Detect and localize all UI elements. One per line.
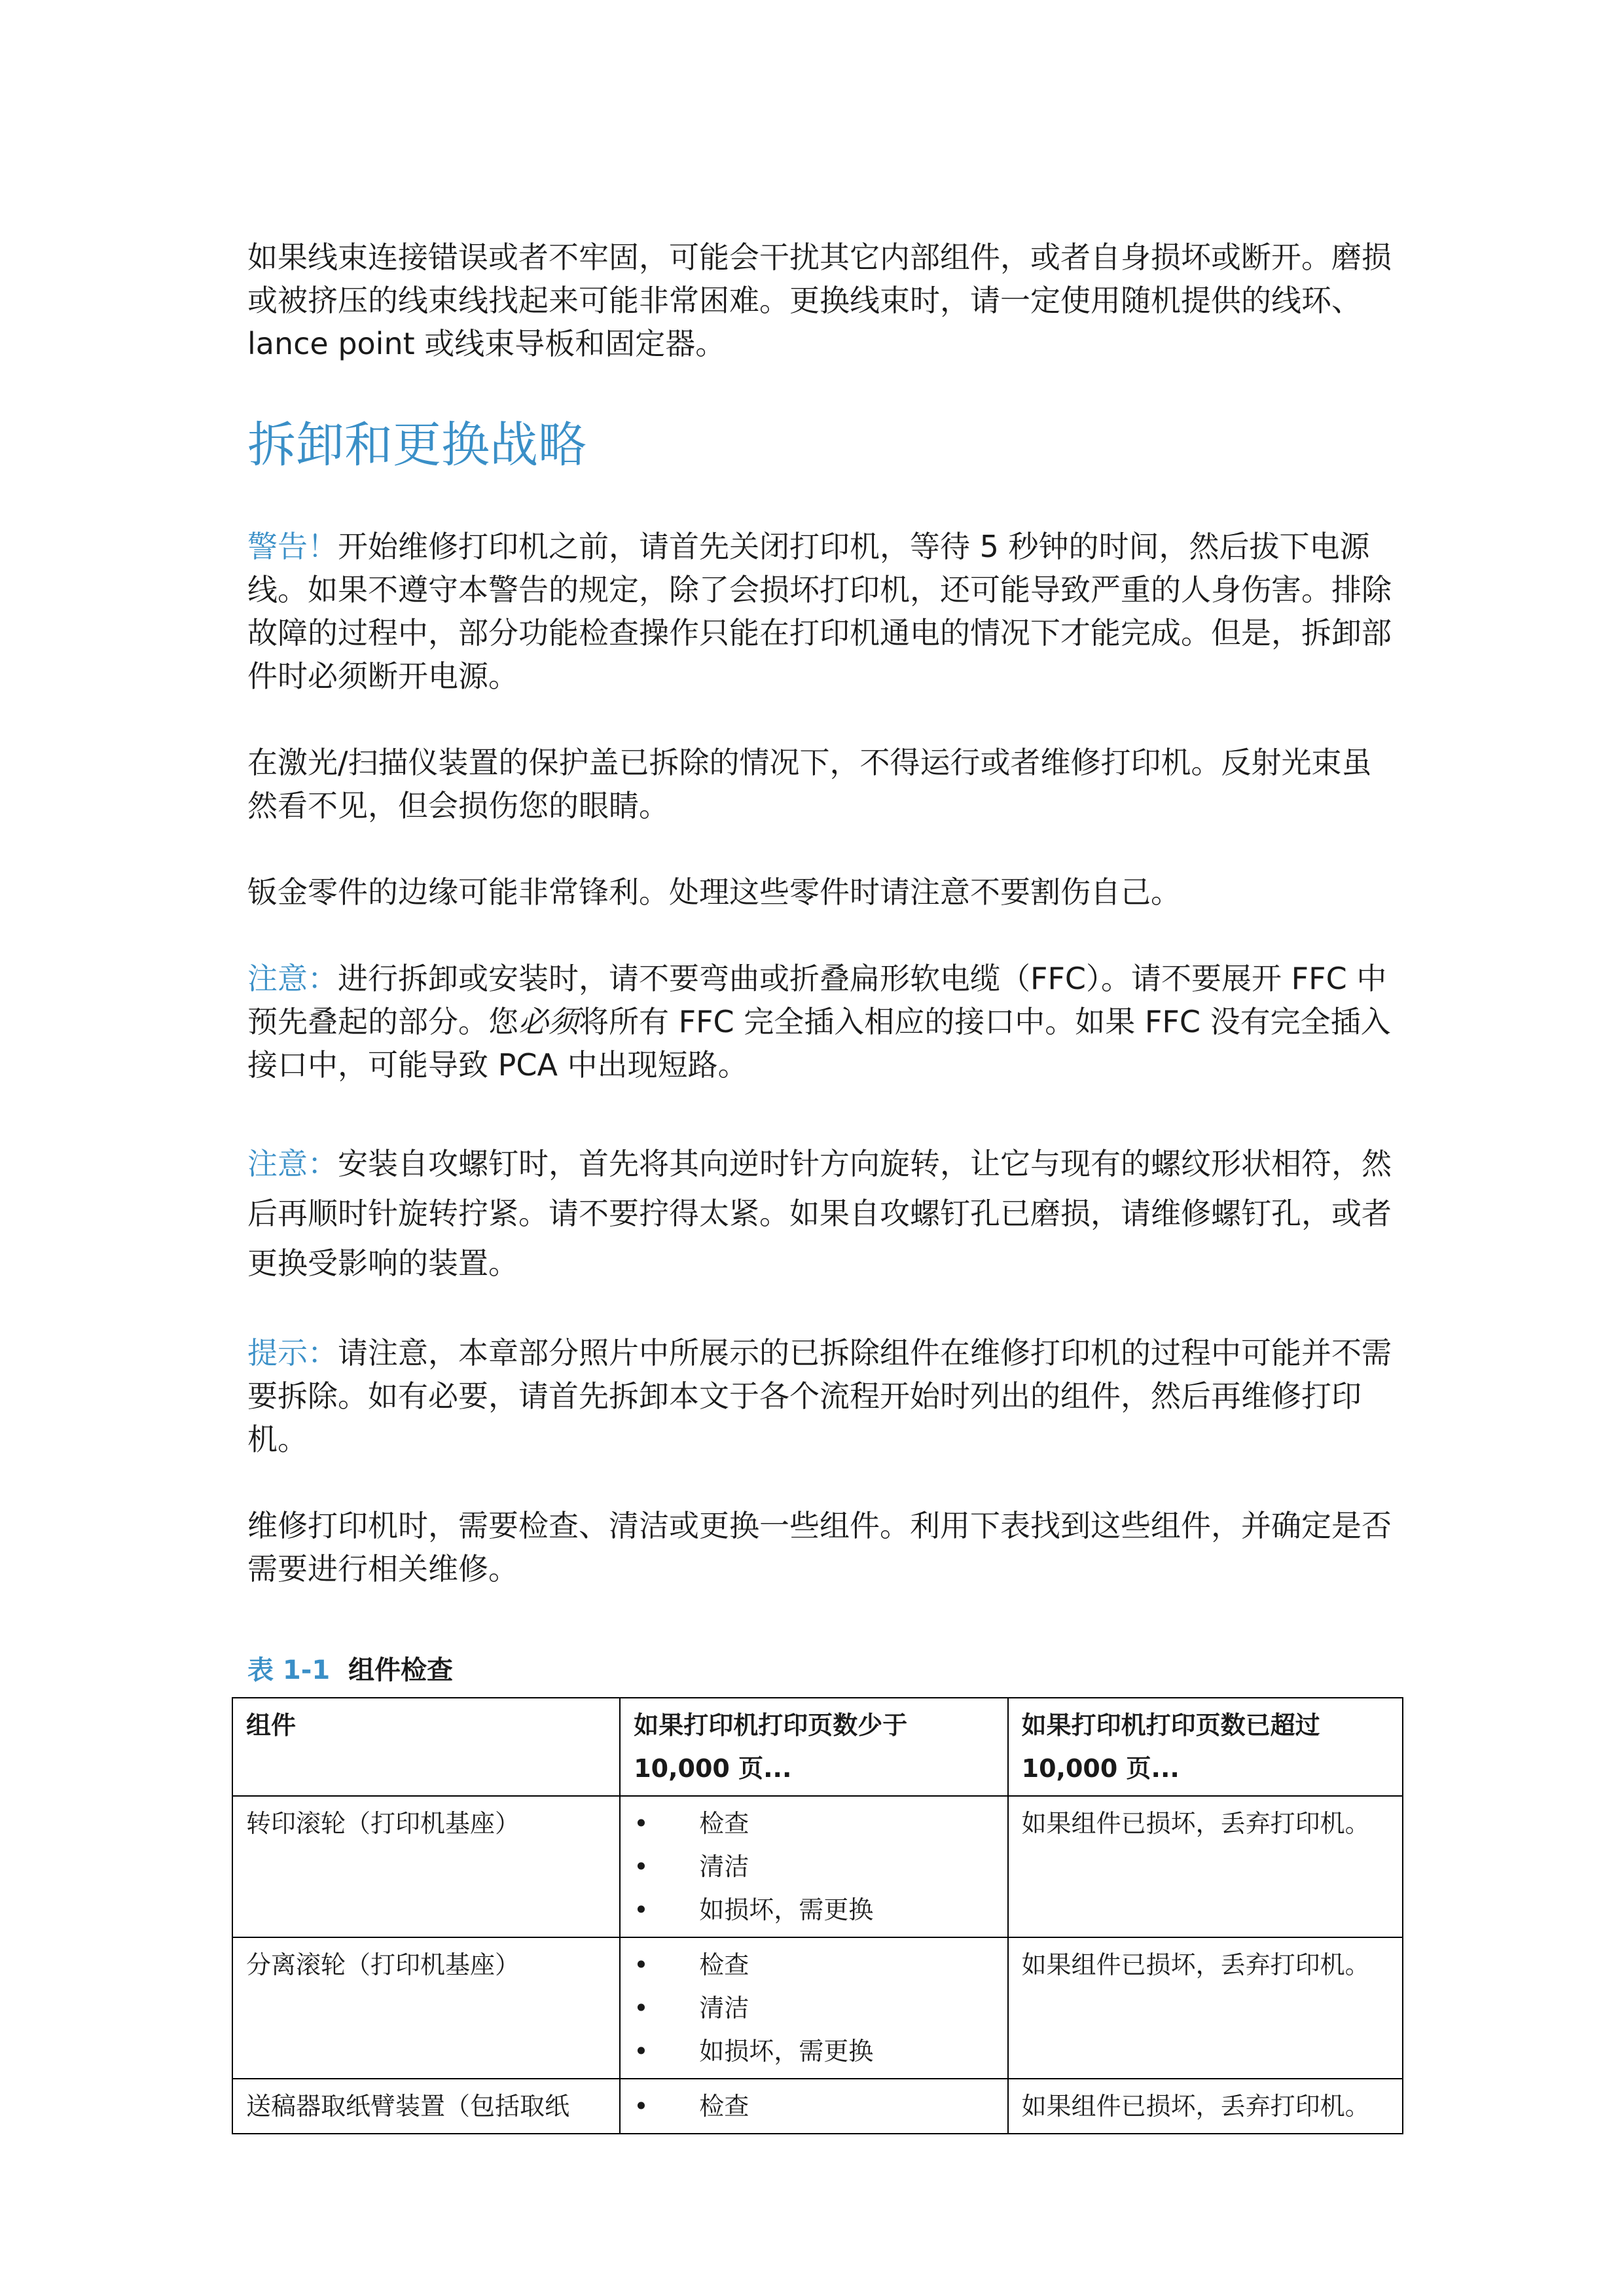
page-body xyxy=(247,236,1399,1590)
table-caption-number: 表 1-1 xyxy=(247,1655,331,1685)
table-caption-title: 组件检查 xyxy=(348,1655,454,1685)
caution-ffc-paragraph xyxy=(247,957,1399,1086)
tip-text: 请注意，本章部分照片中所展示的已拆除组件在维修打印机的过程中可能并不需要拆除。如有必要，请首先拆卸本文于各个流程开始时列出的组件，然后再维修打印机。 xyxy=(247,1335,1392,1457)
table-row xyxy=(232,2079,1403,2134)
action-item: • 如损坏，需更换 xyxy=(634,2030,994,2073)
table-header-row xyxy=(232,1698,1403,1796)
actions-cell xyxy=(620,1937,1007,2079)
table-row xyxy=(232,1796,1403,1937)
header-component: 组件 xyxy=(232,1698,620,1796)
warning-paragraph xyxy=(247,525,1399,698)
action-item: • 清洁 xyxy=(634,1845,994,1888)
component-inspection-table xyxy=(232,1697,1403,2134)
caution-screw-paragraph xyxy=(247,1139,1399,1288)
caution-label: 注意： xyxy=(247,961,338,996)
caution-emphasis: 必须 xyxy=(518,1004,579,1039)
over-cell: 如果组件已损坏，丢弃打印机。 xyxy=(1008,1937,1403,2079)
table-intro-paragraph: 维修打印机时，需要检查、清洁或更换一些组件。利用下表找到这些组件，并确定是否需要进行相关维修。 xyxy=(247,1508,1392,1587)
over-cell: 如果组件已损坏，丢弃打印机。 xyxy=(1008,1796,1403,1937)
laser-paragraph: 在激光/扫描仪装置的保护盖已拆除的情况下，不得运行或者维修打印机。反射光束虽然看不见，但会损伤您的眼睛。 xyxy=(247,745,1372,823)
tip-paragraph xyxy=(247,1331,1399,1461)
over-cell: 如果组件已损坏，丢弃打印机。 xyxy=(1008,2079,1403,2134)
caution-label: 注意： xyxy=(247,1146,338,1181)
component-cell: 分离滚轮（打印机基座） xyxy=(232,1937,620,2079)
header-over-10000: 如果打印机打印页数已超过 10,000 页... xyxy=(1008,1698,1403,1796)
component-cell: 转印滚轮（打印机基座） xyxy=(232,1796,620,1937)
action-item: • 检查 xyxy=(634,2085,994,2128)
warning-label: 警告！ xyxy=(247,529,338,564)
section-heading: 拆卸和更换战略 xyxy=(247,417,586,473)
caution-text-a: 进行拆卸或安装时，请不要弯曲或折叠扁形软电缆（FFC）。请不要展开 FFC 中预先叠起的部分。您 xyxy=(247,961,1387,1039)
action-item: • 清洁 xyxy=(634,1986,994,2030)
caution-screw-text: 安装自攻螺钉时，首先将其向逆时针方向旋转，让它与现有的螺纹形状相符，然后再顺时针旋转拧紧。请不要拧得太紧。如果自攻螺钉孔已磨损，请维修螺钉孔，或者更换受影响的装置。 xyxy=(247,1146,1392,1281)
component-cell: 送稿器取纸臂装置（包括取纸 xyxy=(232,2079,620,2134)
warning-text: 开始维修打印机之前，请首先关闭打印机，等待 5 秒钟的时间，然后拔下电源线。如果不遵守本警告的规定，除了会损坏打印机，还可能导致严重的人身伤害。排除故障的过程中，部分功能检查操作只能在打印机通电的情况下才能完成。但是，拆卸部件时必须断开电源。 xyxy=(247,529,1392,694)
table-caption xyxy=(247,1652,453,1689)
caution-text-b: 将所有 FFC 完全插入相应的接口中。如果 FFC 没有完全插入接口中，可能导致 PCA 中出现短路。 xyxy=(247,1004,1391,1083)
actions-cell xyxy=(620,2079,1007,2134)
action-item: • 检查 xyxy=(634,1943,994,1986)
intro-paragraph: 如果线束连接错误或者不牢固，可能会干扰其它内部组件，或者自身损坏或断开。磨损或被挤压的线束线找起来可能非常困难。更换线束时，请一定使用随机提供的线环、lance point 或线束导板和固定器。 xyxy=(247,240,1392,361)
tip-label: 提示： xyxy=(247,1335,338,1371)
action-item: • 如损坏，需更换 xyxy=(634,1888,994,1931)
action-item: • 检查 xyxy=(634,1802,994,1845)
table-row xyxy=(232,1937,1403,2079)
actions-cell xyxy=(620,1796,1007,1937)
header-under-10000: 如果打印机打印页数少于 10,000 页... xyxy=(620,1698,1007,1796)
sheet-metal-paragraph: 钣金零件的边缘可能非常锋利。处理这些零件时请注意不要割伤自己。 xyxy=(247,874,1181,910)
